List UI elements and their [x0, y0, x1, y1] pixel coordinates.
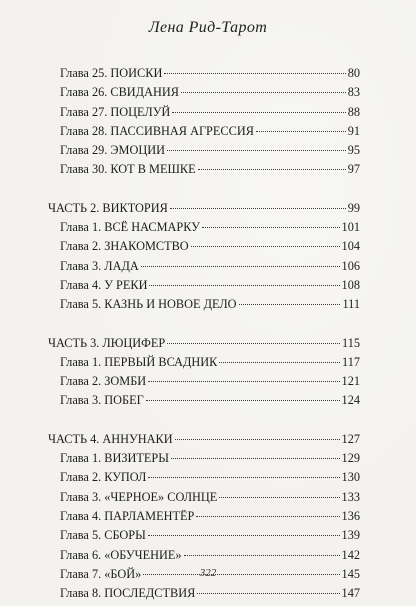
toc-entry-label: Глава 26. СВИДАНИЯ: [60, 85, 179, 100]
dot-leader: [167, 150, 346, 151]
toc-entry-page: 111: [342, 297, 360, 312]
toc-part-page: 99: [347, 200, 360, 215]
toc-entry: [48, 507, 360, 526]
toc-entry: [48, 468, 360, 487]
toc-entry-label: Глава 27. ПОЦЕЛУЙ: [60, 104, 171, 119]
toc-entry-page: 145: [341, 566, 360, 581]
toc-entry-label: Глава 1. ВСЁ НАСМАРКУ: [60, 220, 200, 235]
toc-entry-page: 97: [347, 162, 360, 177]
toc-entry: [48, 391, 360, 410]
table-of-contents: [48, 64, 360, 603]
dot-leader: [197, 593, 339, 594]
dot-leader: [219, 362, 340, 363]
toc-entry-page: 117: [342, 354, 360, 369]
dot-leader: [256, 131, 346, 132]
toc-entry-label: Глава 8. ПОСЛЕДСТВИЯ: [60, 586, 196, 601]
toc-entry-page: 108: [341, 277, 360, 292]
dot-leader: [148, 477, 339, 478]
toc-entry-page: 142: [341, 547, 360, 562]
toc-entry: [48, 257, 360, 276]
toc-entry-page: 124: [341, 393, 360, 408]
dot-leader: [202, 227, 340, 228]
toc-entry-page: 88: [347, 104, 360, 119]
toc-entry: [48, 218, 360, 237]
toc-entry: [48, 295, 360, 314]
toc-entry: [48, 237, 360, 256]
toc-entry-label: Глава 4. ПАРЛАМЕНТЁР: [60, 508, 195, 523]
toc-entry-label: Глава 28. ПАССИВНАЯ АГРЕССИЯ: [60, 123, 254, 138]
toc-entry-label: Глава 3. ПОБЕГ: [60, 393, 144, 408]
toc-entry-page: 101: [341, 220, 360, 235]
toc-entry: [48, 64, 360, 83]
toc-entry-page: 133: [341, 489, 360, 504]
toc-entry: [48, 141, 360, 160]
toc-entry: [48, 103, 360, 122]
toc-part-heading: [48, 334, 360, 353]
dot-leader: [164, 73, 345, 74]
dot-leader: [196, 516, 339, 517]
toc-entry-label: Глава 30. КОТ В МЕШКЕ: [60, 162, 196, 177]
toc-entry-label: Глава 1. ПЕРВЫЙ ВСАДНИК: [60, 354, 218, 369]
toc-part-label: ЧАСТЬ 4. АННУНАКИ: [48, 431, 173, 446]
toc-part-heading: [48, 199, 360, 218]
toc-entry-page: 95: [347, 143, 360, 158]
toc-entry-page: 104: [341, 239, 360, 254]
toc-entry-label: Глава 1. ВИЗИТЕРЫ: [60, 451, 169, 466]
toc-part-page: 127: [341, 431, 360, 446]
toc-entry-page: 129: [341, 451, 360, 466]
toc-entry-page: 80: [347, 66, 360, 80]
toc-entry: [48, 526, 360, 545]
dot-leader: [148, 535, 340, 536]
section-gap: [48, 180, 360, 199]
toc-entry: [48, 584, 360, 603]
dot-leader: [175, 439, 340, 440]
toc-part-page: 115: [342, 335, 360, 350]
toc-entry: [48, 488, 360, 507]
toc-entry-page: 130: [341, 470, 360, 485]
dot-leader: [184, 555, 340, 556]
toc-part-label: ЧАСТЬ 2. ВИКТОРИЯ: [48, 200, 168, 215]
toc-entry-label: Глава 2. КУПОЛ: [60, 470, 147, 485]
toc-entry-label: Глава 3. ЛАДА: [60, 258, 139, 273]
toc-entry-label: Глава 5. КАЗНЬ И НОВОЕ ДЕЛО: [60, 297, 237, 312]
toc-entry-page: 147: [341, 586, 360, 601]
toc-entry-label: Глава 4. У РЕКИ: [60, 277, 148, 292]
toc-entry: [48, 449, 360, 468]
dot-leader: [198, 169, 346, 170]
dot-leader: [191, 246, 340, 247]
dot-leader: [149, 285, 339, 286]
toc-entry-page: 121: [341, 374, 360, 389]
toc-part-label: ЧАСТЬ 3. ЛЮЦИФЕР: [48, 335, 166, 350]
toc-entry-label: Глава 2. ЗОМБИ: [60, 374, 147, 389]
toc-entry-page: 106: [341, 258, 360, 273]
toc-entry: [48, 83, 360, 102]
toc-entry: [48, 122, 360, 141]
dot-leader: [146, 400, 340, 401]
toc-entry-page: 83: [347, 85, 360, 100]
dot-leader: [239, 304, 341, 305]
toc-entry-label: Глава 29. ЭМОЦИИ: [60, 143, 165, 158]
page-number: 322: [199, 567, 217, 579]
toc-entry-label: Глава 2. ЗНАКОМСТВО: [60, 239, 189, 254]
toc-entry: [48, 546, 360, 565]
toc-entry-label: Глава 3. «ЧЕРНОЕ» СОЛНЦЕ: [60, 489, 218, 504]
toc-entry: [48, 372, 360, 391]
toc-part-heading: [48, 430, 360, 449]
section-gap: [48, 315, 360, 334]
running-title: Лена Рид-Тарот: [148, 19, 268, 36]
toc-entry-label: Глава 7. «БОЙ»: [60, 566, 142, 581]
dot-leader: [181, 92, 346, 93]
toc-entry-label: Глава 5. СБОРЫ: [60, 528, 146, 543]
dot-leader: [167, 343, 340, 344]
dot-leader: [219, 497, 339, 498]
dot-leader: [148, 381, 339, 382]
toc-entry-page: 91: [347, 123, 360, 138]
toc-entry-label: Глава 6. «ОБУЧЕНИЕ»: [60, 547, 182, 562]
toc-entry-page: 136: [341, 508, 360, 523]
toc-entry: [48, 353, 360, 372]
dot-leader: [170, 208, 346, 209]
dot-leader: [172, 112, 345, 113]
dot-leader: [171, 458, 340, 459]
dot-leader: [141, 266, 340, 267]
toc-entry-label: Глава 25. ПОИСКИ: [60, 66, 163, 80]
toc-entry: [48, 160, 360, 179]
toc-entry: [48, 276, 360, 295]
section-gap: [48, 411, 360, 430]
toc-entry-page: 139: [341, 528, 360, 543]
